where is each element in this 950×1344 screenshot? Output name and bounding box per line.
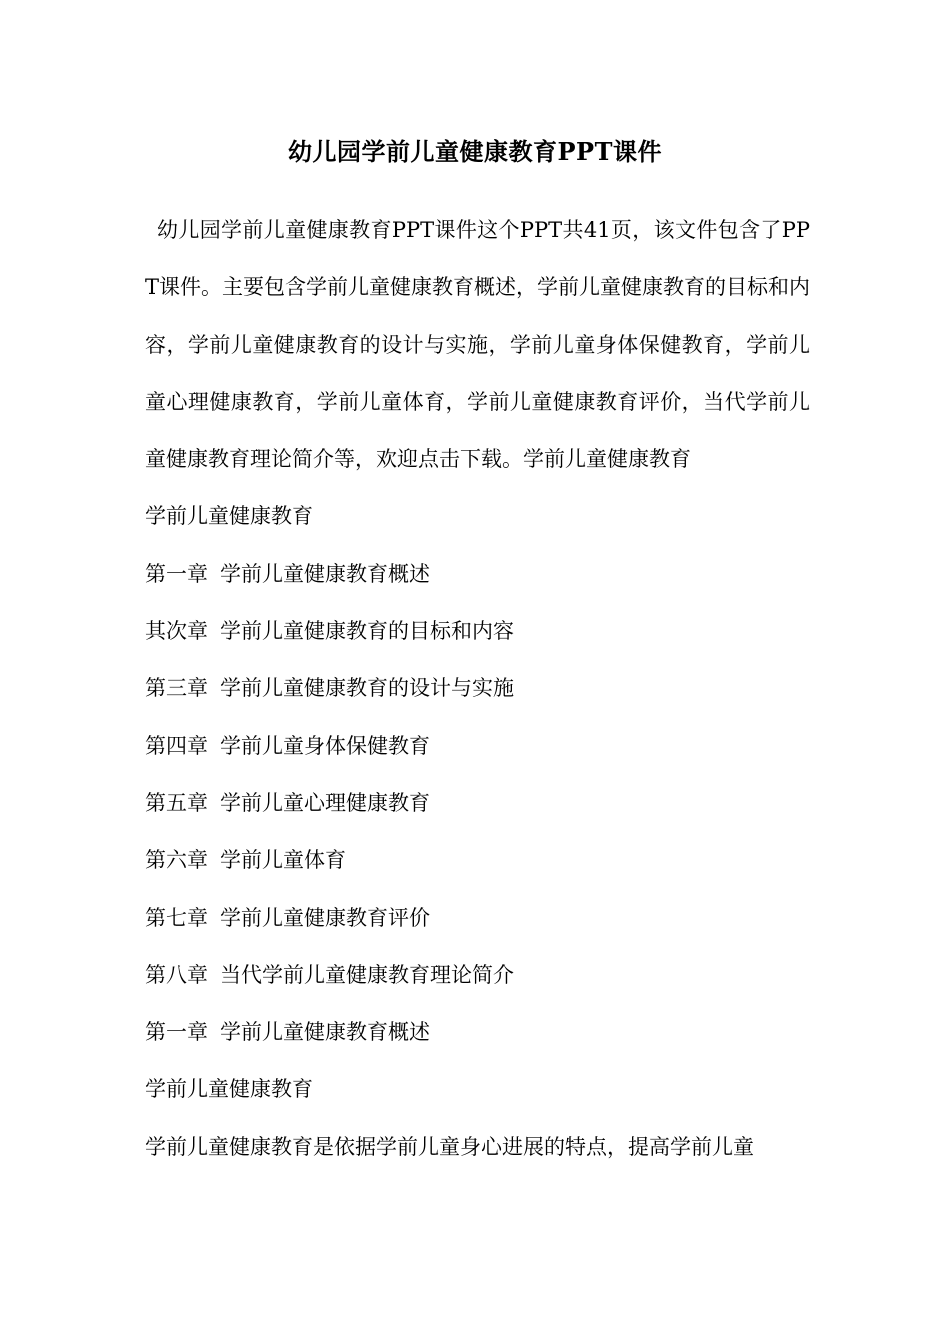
line-text: 学前儿童健康教育	[145, 504, 313, 529]
line-text: 学前儿童健康教育是依据学前儿童身心进展的特点，提高学前儿童	[145, 1134, 754, 1159]
chapter-number: 其次章	[145, 619, 208, 644]
chapter-line	[145, 546, 810, 603]
content-line	[145, 488, 810, 545]
chapter-number: 第四章	[145, 733, 208, 758]
chapter-title: 学前儿童健康教育评价	[220, 905, 430, 930]
chapter-line	[145, 660, 810, 717]
chapter-line	[145, 775, 810, 832]
intro-paragraph: 幼儿园学前儿童健康教育PPT课件这个PPT共41页，该文件包含了PPT课件。主要包含学前儿童健康教育概述，学前儿童健康教育的目标和内容，学前儿童健康教育的设计与实施，学前儿童身体保健教育，学前儿童心理健康教育，学前儿童体育，学前儿童健康教育评价，当代学前儿童健康教育理论简介等，欢迎点击下载。学前儿童健康教育	[145, 218, 811, 472]
chapter-line	[145, 1004, 810, 1061]
line-text: 学前儿童健康教育	[145, 1077, 313, 1102]
content-line	[145, 1061, 810, 1118]
chapter-number: 第一章	[145, 1020, 208, 1045]
chapter-line	[145, 890, 810, 947]
chapter-line	[145, 603, 810, 660]
chapter-title: 学前儿童健康教育概述	[220, 561, 430, 586]
content-line	[145, 1119, 810, 1176]
chapter-number: 第六章	[145, 848, 208, 873]
chapter-line	[145, 947, 810, 1004]
chapter-number: 第八章	[145, 962, 208, 987]
chapter-number: 第一章	[145, 561, 208, 586]
chapter-line	[145, 832, 810, 889]
document-title: 幼儿园学前儿童健康教育PPT课件	[288, 137, 662, 166]
chapter-title: 当代学前儿童健康教育理论简介	[220, 962, 514, 987]
document-body	[145, 202, 810, 1176]
chapter-number: 第三章	[145, 676, 208, 701]
chapter-title: 学前儿童身体保健教育	[220, 733, 430, 758]
chapter-title: 学前儿童健康教育的目标和内容	[220, 619, 514, 644]
chapter-title: 学前儿童心理健康教育	[220, 790, 430, 815]
chapter-title: 学前儿童健康教育概述	[220, 1020, 430, 1045]
chapter-title: 学前儿童体育	[220, 848, 346, 873]
chapter-title: 学前儿童健康教育的设计与实施	[220, 676, 514, 701]
chapter-line	[145, 718, 810, 775]
chapter-number: 第五章	[145, 790, 208, 815]
chapter-number: 第七章	[145, 905, 208, 930]
